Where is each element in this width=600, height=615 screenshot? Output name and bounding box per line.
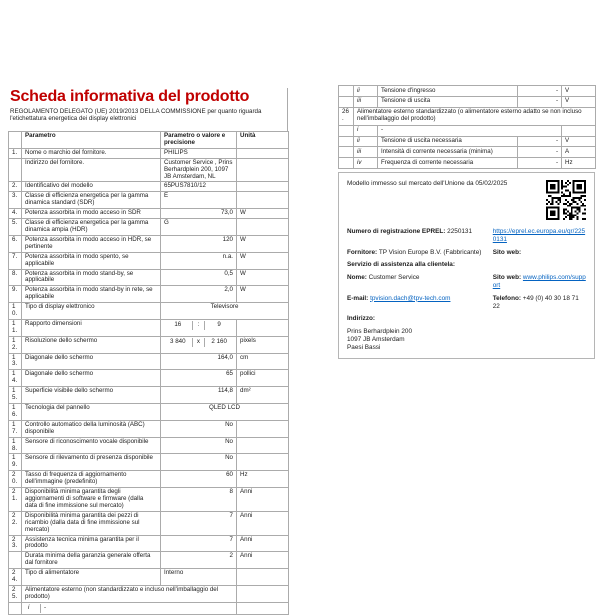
unit-cell (237, 319, 289, 336)
param-label-cell: Durata minima della garanzia generale offerta dal fornitore (22, 552, 161, 569)
value-cell: Customer Service , Prins Berhardplein 200, 1097 JB Amsterdam, NL (161, 158, 237, 182)
value-part: 9 (217, 320, 221, 328)
row-number-cell (339, 96, 354, 107)
info-right (493, 274, 586, 290)
product-table-left (8, 131, 289, 615)
row-number-cell: 21. (9, 488, 22, 512)
value-cell: - (44, 603, 47, 611)
row-number-cell: 26. (339, 107, 354, 125)
table-row (9, 219, 289, 236)
info-right (493, 228, 586, 244)
param-label-cell: Tasso di frequenza di aggiornamento dell'immagine (predefinito) (22, 471, 161, 488)
table-row (9, 511, 289, 535)
row-number-cell: 4. (9, 209, 22, 219)
table-row (9, 420, 289, 437)
value-cell: 65 (161, 370, 237, 387)
table-row (9, 192, 289, 209)
info-right: Telefono: +49 (0) 40 30 18 71 22 (492, 294, 579, 310)
param-label-cell: Tensione d'ingresso (378, 86, 518, 97)
info-label: Sito web: (492, 274, 522, 282)
unit-cell (237, 437, 289, 454)
table-row (9, 602, 289, 614)
value-cell: 2,0 (161, 286, 237, 303)
row-number-cell: 1. (9, 148, 22, 158)
info-right (493, 261, 586, 269)
unit-cell: W (237, 209, 289, 219)
table-row (9, 404, 289, 421)
table-row (9, 148, 289, 158)
row-number-cell: 24. (9, 569, 22, 586)
param-label-cell: Assistenza tecnica minima garantita per il prodotto (22, 535, 161, 552)
header-num-cell (9, 132, 22, 149)
param-label-cell: Tipo di alimentatore (22, 569, 161, 586)
roman-numeral-cell: iv (354, 158, 378, 169)
qr-code (546, 180, 586, 220)
value-cell (161, 336, 237, 353)
unit-cell: V (562, 136, 596, 147)
info-row (347, 228, 586, 244)
support-link[interactable]: www.philips.com/support (492, 274, 586, 289)
value-cell: 73,0 (161, 209, 237, 219)
unit-cell (237, 569, 289, 586)
value-cell: - (378, 125, 562, 136)
unit-cell: pollici (237, 370, 289, 387)
row-number-cell: 15. (9, 387, 22, 404)
row-number-cell (339, 125, 354, 136)
param-label-cell: Potenza assorbita in modo spento, se applicabile (22, 252, 161, 269)
info-row (347, 295, 586, 311)
info-left (347, 295, 493, 311)
unit-cell (237, 192, 289, 209)
value-cell: 114,8 (161, 387, 237, 404)
row-number-cell: 22. (9, 511, 22, 535)
table-row (339, 96, 596, 107)
market-entry-row (347, 180, 586, 220)
row-number-cell (9, 552, 22, 569)
value-cell: 164,0 (161, 353, 237, 370)
right-column (338, 85, 595, 169)
param-label-cell: Sensore di rilevamento di presenza disponibile (22, 454, 161, 471)
row-number-cell: 7. (9, 252, 22, 269)
value-cell: n.a. (161, 252, 237, 269)
value-cell: - (518, 96, 562, 107)
table-row (9, 319, 289, 336)
table-row (339, 158, 596, 169)
value-part: 16 (164, 321, 193, 330)
info-row (347, 274, 586, 290)
value-part: : (193, 321, 206, 330)
param-label-cell: Frequenza di corrente necessaria (378, 158, 518, 169)
row-number-cell (339, 158, 354, 169)
info-label: E-mail: (347, 294, 369, 302)
info-left (347, 315, 493, 323)
unit-cell (237, 585, 289, 602)
row-number-cell: 11. (9, 319, 22, 336)
unit-cell: W (237, 286, 289, 303)
unit-cell (237, 158, 289, 182)
row-number-cell: 19. (9, 454, 22, 471)
value-cell: Interno (161, 569, 237, 586)
row-number-cell: 25. (9, 585, 22, 602)
address-line: Prins Berhardplein 200 (347, 328, 413, 336)
row-number-cell: 2. (9, 182, 22, 192)
param-label-cell: Tecnologia del pannello (22, 404, 161, 421)
table-row (339, 86, 596, 97)
table-row (9, 235, 289, 252)
roman-numeral-cell: iii (354, 96, 378, 107)
unit-cell: Anni (237, 535, 289, 552)
param-label-cell: Superficie visibile dello schermo (22, 387, 161, 404)
value-cell: 7 (161, 511, 237, 535)
unit-cell: Anni (237, 488, 289, 512)
table-row (9, 569, 289, 586)
title-block (8, 88, 288, 131)
param-label-cell: Intensità di corrente necessaria (minima) (378, 147, 518, 158)
unit-cell: pixels (237, 336, 289, 353)
param-label-cell: Risoluzione dello schermo (22, 336, 161, 353)
value-cell: No (161, 437, 237, 454)
table-row (339, 136, 596, 147)
info-right (493, 315, 586, 323)
header-value-cell: Parametro o valore e precisione (161, 132, 237, 149)
unit-cell: Anni (237, 552, 289, 569)
value-cell: - (518, 136, 562, 147)
unit-cell (237, 602, 289, 614)
address-line: 1097 JB Amsterdam (347, 336, 405, 344)
info-row (347, 315, 586, 323)
value-cell: 0,5 (161, 269, 237, 286)
row-number-cell: 3. (9, 192, 22, 209)
row-number-cell: 14. (9, 370, 22, 387)
table-row (9, 182, 289, 192)
param-label-cell: Alimentatore esterno (non standardizzato e incluso nell'imballaggio del prodotto) (22, 585, 237, 602)
param-label-cell: Controllo automatico della luminosità (ABC) disponibile (22, 420, 161, 437)
product-table-right (338, 85, 596, 169)
unit-cell: A (562, 147, 596, 158)
value-cell: - (518, 158, 562, 169)
eprel-link[interactable]: https://eprel.ec.europa.eu/qr/2250131 (492, 228, 586, 243)
info-label: Indirizzo: (347, 315, 376, 323)
roman-numeral-cell: i (354, 125, 378, 136)
info-label: Sito web: (492, 248, 522, 256)
value-cell: - (518, 86, 562, 97)
value-part: 2 160 (211, 337, 227, 345)
value-cell: 2 (161, 552, 237, 569)
unit-cell (237, 219, 289, 236)
param-label-cell: Classe di efficienza energetica per la gamma dinamica standard (SDR) (22, 192, 161, 209)
value-cell: 120 (161, 235, 237, 252)
email-link[interactable]: tpvision.dach@tpv-tech.com (370, 294, 451, 302)
value-cell: No (161, 420, 237, 437)
param-label-cell: Disponibilità minima garantita dei pezzi di ricambio (dalla data di fine immissione sul mercato) (22, 511, 161, 535)
row-number-cell: 10. (9, 303, 22, 320)
unit-cell: W (237, 269, 289, 286)
param-label-cell: Potenza assorbita in modo acceso in SDR (22, 209, 161, 219)
unit-cell (562, 125, 596, 136)
unit-cell: cm (237, 353, 289, 370)
info-left (347, 261, 493, 269)
param-label-cell: Tipo di display elettronico (22, 303, 161, 320)
header-unit-cell: Unità (237, 132, 289, 149)
row-number-cell (339, 147, 354, 158)
unit-cell: Anni (237, 511, 289, 535)
roman-numeral-cell: ii (354, 136, 378, 147)
value-cell: 7 (161, 535, 237, 552)
table-row (9, 535, 289, 552)
address-line: Paesi Bassi (347, 344, 381, 352)
row-number-cell (9, 602, 22, 614)
table-row (9, 552, 289, 569)
info-label: Fornitore: (347, 248, 378, 256)
unit-cell: V (562, 86, 596, 97)
param-label-cell: Diagonale dello schermo (22, 370, 161, 387)
row-number-cell: 12. (9, 336, 22, 353)
supplier-info-box (338, 172, 595, 359)
unit-cell (237, 454, 289, 471)
row-number-cell: 20. (9, 471, 22, 488)
value-cell: E (161, 192, 237, 209)
info-left: Nome: Customer Service (347, 274, 420, 282)
value-cell: Televisore (161, 303, 289, 320)
unit-cell: Hz (562, 158, 596, 169)
header-param-cell: Parametro (22, 132, 161, 149)
info-row (347, 249, 586, 257)
unit-cell: V (562, 96, 596, 107)
param-label-cell: Diagonale dello schermo (22, 353, 161, 370)
table-row (9, 471, 289, 488)
param-label-cell: Disponibilità minima garantita degli aggiornamenti di software e firmware (dalla data di fine immissione sul mercato) (22, 488, 161, 512)
left-column (8, 88, 288, 615)
value-cell: G (161, 219, 237, 236)
table-row (9, 286, 289, 303)
param-label-cell: Potenza assorbita in modo acceso in HDR, se pertinente (22, 235, 161, 252)
market-entry-text: Modello immesso sul mercato dell'Unione da 05/02/2025 (347, 180, 508, 187)
table-row (339, 107, 596, 125)
row-number-cell: 8. (9, 269, 22, 286)
param-label-cell: Sensore di riconoscimento vocale disponibile (22, 437, 161, 454)
info-left: Numero di registrazione EPREL: 2250131 (347, 228, 473, 235)
table-row (9, 437, 289, 454)
unit-cell: W (237, 235, 289, 252)
param-label-cell: Indirizzo del fornitore. (22, 158, 161, 182)
param-label-cell: Potenza assorbita in modo stand-by in rete, se applicabile (22, 286, 161, 303)
unit-cell: W (237, 252, 289, 269)
table-row (9, 269, 289, 286)
page-title: Scheda informativa del prodotto (10, 88, 250, 105)
param-label-cell: Rapporto dimensioni (22, 319, 161, 336)
value-cell: PHILIPS (161, 148, 237, 158)
row-number-cell (9, 158, 22, 182)
unit-cell: dm² (237, 387, 289, 404)
supplier-address (347, 328, 586, 352)
unit-cell (237, 182, 289, 192)
table-header-row (9, 132, 289, 149)
table-row (9, 370, 289, 387)
sub-item-cell (22, 602, 237, 614)
table-row (339, 147, 596, 158)
row-number-cell: 5. (9, 219, 22, 236)
value-part: 3 840 (164, 338, 193, 347)
info-label: Nome: (347, 274, 367, 282)
value-cell: 8 (161, 488, 237, 512)
value-cell: 65PUS7810/12 (161, 182, 237, 192)
row-number-cell: 6. (9, 235, 22, 252)
table-row (9, 454, 289, 471)
info-left: Fornitore: TP Vision Europe B.V. (Fabbricante) (347, 248, 482, 256)
param-label-cell: Potenza assorbita in modo stand-by, se applicabile (22, 269, 161, 286)
param-label-cell: Tensione di uscita necessaria (378, 136, 518, 147)
regulation-subtitle: REGOLAMENTO DELEGATO (UE) 2019/2013 DELLA COMMISSIONE per quanto riguarda l'etichettatura energetica dei display elettronici (10, 108, 262, 123)
param-label-cell: Identificativo del modello (22, 182, 161, 192)
info-label: Servizio di assistenza alla clientela: (347, 261, 455, 269)
table-row (9, 209, 289, 219)
table-row (9, 585, 289, 602)
param-label-cell: Nome o marchio del fornitore. (22, 148, 161, 158)
table-row (9, 252, 289, 269)
roman-numeral-cell: iii (354, 147, 378, 158)
row-number-cell: 23. (9, 535, 22, 552)
param-label-cell: Alimentatore esterno standardizzato (o alimentatore esterno adatto se non incluso nell'imballaggio del prodotto) (354, 107, 596, 125)
roman-numeral-cell: ii (354, 86, 378, 97)
info-label: Telefono: (492, 294, 522, 302)
row-number-cell: 16. (9, 404, 22, 421)
unit-cell (237, 148, 289, 158)
row-number-cell: 18. (9, 437, 22, 454)
info-label: Numero di registrazione EPREL: (347, 228, 446, 235)
unit-cell: Hz (237, 471, 289, 488)
table-row (9, 353, 289, 370)
table-row (9, 387, 289, 404)
value-part: x (193, 338, 206, 347)
info-right (493, 249, 586, 257)
value-cell: - (518, 147, 562, 158)
table-row (9, 488, 289, 512)
row-number-cell (339, 136, 354, 147)
param-label-cell: Tensione di uscita (378, 96, 518, 107)
table-row (9, 158, 289, 182)
table-row (339, 125, 596, 136)
value-cell (161, 319, 237, 336)
roman-numeral: i (25, 604, 41, 613)
value-cell: QLED LCD (161, 404, 289, 421)
row-number-cell: 17. (9, 420, 22, 437)
row-number-cell: 13. (9, 353, 22, 370)
row-number-cell (339, 86, 354, 97)
value-cell: 60 (161, 471, 237, 488)
unit-cell (237, 420, 289, 437)
table-row (9, 336, 289, 353)
table-row (9, 303, 289, 320)
row-number-cell: 9. (9, 286, 22, 303)
param-label-cell: Classe di efficienza energetica per la gamma dinamica ampia (HDR) (22, 219, 161, 236)
value-cell: No (161, 454, 237, 471)
info-row (347, 261, 586, 269)
